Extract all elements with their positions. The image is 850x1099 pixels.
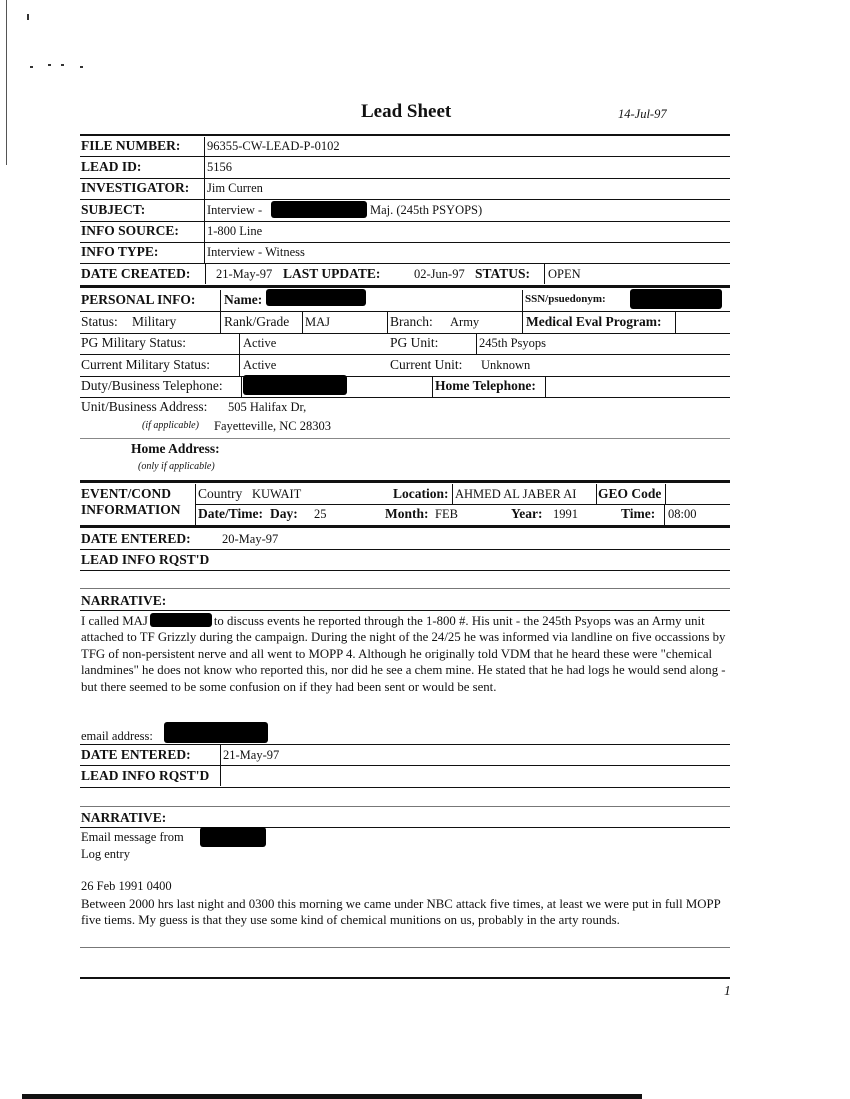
row-line (80, 787, 730, 788)
info-source-value: 1-800 Line (207, 224, 263, 238)
narrative-1-text (81, 613, 726, 695)
redaction-bar (266, 289, 366, 306)
label-home-address: Home Address: (131, 441, 220, 456)
column-divider (545, 376, 546, 397)
redaction-bar (164, 722, 268, 743)
header-date: 14-Jul-97 (618, 107, 667, 121)
unit-address-line1: 505 Halifax Dr, (228, 400, 307, 414)
row-line (195, 504, 730, 505)
label-narrative-1: NARRATIVE: (81, 593, 167, 608)
label-name: Name: (224, 292, 263, 307)
column-divider (241, 376, 242, 397)
column-divider (205, 264, 206, 284)
log-entry-label: Log entry (81, 847, 130, 861)
label-info-source: INFO SOURCE: (81, 223, 179, 238)
bottom-rule (80, 977, 730, 979)
scan-bottom-edge (22, 1094, 642, 1099)
label-current-unit: Current Unit: (390, 357, 463, 372)
page-number: 1 (724, 983, 731, 998)
label-status-military: Status: (81, 314, 118, 329)
narrative-1-start: I called MAJ (81, 614, 148, 628)
pg-status-value: Active (243, 336, 277, 350)
label-email-address: email address: (81, 729, 153, 743)
redaction-bar (200, 827, 266, 847)
column-divider (432, 376, 433, 397)
log-text: Between 2000 hrs last night and 0300 this morning we came under NBC attack five times, at least we were put in full MOPP five tiems. My guess is that they use some kind of chemical munitions on us, probably in the arty rounds. (81, 897, 721, 928)
column-divider (664, 504, 665, 526)
label-datetime: Date/Time: (198, 506, 263, 521)
column-divider (387, 312, 388, 333)
label-current-status: Current Military Status: (81, 357, 210, 372)
row-line (80, 806, 730, 807)
info-type-value: Interview - Witness (207, 245, 305, 259)
subject-value-suffix: Maj. (245th PSYOPS) (370, 203, 483, 217)
label-personal-info: PERSONAL INFO: (81, 292, 196, 307)
label-day: Day: (270, 506, 298, 521)
label-branch: Branch: (390, 314, 433, 329)
row-line (80, 354, 730, 355)
current-status-value: Active (243, 358, 277, 372)
section-rule (80, 285, 730, 288)
label-event-cond: EVENT/COND (81, 486, 172, 501)
label-time: Time: (621, 506, 656, 521)
last-update-value: 02-Jun-97 (414, 267, 465, 281)
column-divider (239, 333, 240, 354)
status-military-value: Military (132, 314, 177, 329)
label-date-entered-1: DATE ENTERED: (81, 531, 191, 546)
day-value: 25 (314, 507, 327, 521)
row-line (80, 263, 730, 264)
file-number-value: 96355-CW-LEAD-P-0102 (207, 139, 340, 153)
row-line (80, 570, 730, 571)
date-created-value: 21-May-97 (216, 267, 273, 281)
log-date: 26 Feb 1991 0400 (81, 879, 172, 893)
label-home-phone: Home Telephone: (435, 378, 536, 393)
column-divider (544, 264, 545, 284)
row-line (80, 744, 730, 745)
scan-speck (80, 66, 83, 68)
label-file-number: FILE NUMBER: (81, 138, 181, 153)
label-pg-unit: PG Unit: (390, 335, 439, 350)
label-lead-info-rqstd-2: LEAD INFO RQST'D (81, 768, 210, 783)
scan-speck (30, 66, 33, 68)
column-divider (452, 484, 453, 504)
label-date-entered-2: DATE ENTERED: (81, 747, 191, 762)
redaction-bar (243, 375, 347, 395)
status-value: OPEN (548, 267, 581, 281)
label-medical-eval: Medical Eval Program: (526, 314, 662, 329)
month-value: FEB (435, 507, 458, 521)
top-rule (80, 134, 730, 136)
scan-edge-line (6, 0, 7, 165)
column-divider (675, 312, 676, 333)
row-line (80, 947, 730, 948)
scan-speck (61, 64, 64, 66)
row-line (80, 397, 730, 398)
label-lead-info-rqstd-1: LEAD INFO RQST'D (81, 552, 210, 567)
branch-value: Army (450, 315, 480, 329)
row-line (80, 156, 730, 157)
row-line (80, 376, 730, 377)
row-line (80, 333, 730, 334)
lead-id-value: 5156 (207, 160, 232, 174)
label-subject: SUBJECT: (81, 202, 146, 217)
section-rule (80, 525, 730, 528)
label-status: STATUS: (475, 266, 531, 281)
if-applicable-note: (if applicable) (142, 420, 199, 431)
location-value: AHMED AL JABER AI (455, 487, 577, 501)
row-line (80, 549, 730, 550)
current-unit-value: Unknown (481, 358, 531, 372)
label-date-created: DATE CREATED: (81, 266, 191, 281)
row-line (80, 221, 730, 222)
label-information: INFORMATION (81, 502, 181, 517)
date-entered-2-value: 21-May-97 (223, 748, 280, 762)
label-investigator: INVESTIGATOR: (81, 180, 190, 195)
email-message-from: Email message from (81, 830, 184, 844)
row-line (80, 199, 730, 200)
row-line (80, 765, 730, 766)
row-line (80, 178, 730, 179)
scan-speck (48, 64, 51, 66)
row-line (80, 827, 730, 828)
label-month: Month: (385, 506, 429, 521)
pg-unit-value: 245th Psyops (479, 336, 547, 350)
column-divider (239, 355, 240, 376)
subject-value: Interview - (207, 203, 263, 217)
rank-value: MAJ (305, 315, 331, 329)
column-divider (665, 484, 666, 504)
country-value: KUWAIT (252, 487, 302, 501)
column-divider (476, 333, 477, 354)
page-title: Lead Sheet (361, 101, 452, 122)
label-year: Year: (511, 506, 543, 521)
column-divider (220, 745, 221, 765)
row-line (80, 242, 730, 243)
label-lead-id: LEAD ID: (81, 159, 142, 174)
only-if-applicable-note: (only if applicable) (138, 461, 215, 472)
scan-speck (27, 14, 29, 20)
section-rule (80, 480, 730, 483)
row-line (80, 438, 730, 439)
row-line (80, 588, 730, 589)
label-geo-code: GEO Code (598, 486, 662, 501)
unit-address-line2: Fayetteville, NC 28303 (214, 419, 331, 433)
label-narrative-2: NARRATIVE: (81, 810, 167, 825)
date-entered-1-value: 20-May-97 (222, 532, 279, 546)
label-ssn: SSN/psuedonym: (525, 293, 606, 305)
column-divider (195, 484, 196, 526)
label-rank: Rank/Grade (224, 314, 290, 329)
label-pg-status: PG Military Status: (81, 335, 187, 350)
redaction-bar (271, 201, 367, 218)
label-info-type: INFO TYPE: (81, 244, 159, 259)
label-last-update: LAST UPDATE: (283, 266, 381, 281)
year-value: 1991 (553, 507, 578, 521)
time-value: 08:00 (668, 507, 697, 521)
column-divider (204, 137, 205, 263)
label-unit-address: Unit/Business Address: (81, 399, 208, 414)
column-divider (220, 766, 221, 786)
label-duty-phone: Duty/Business Telephone: (81, 378, 223, 393)
redaction-inline (150, 613, 212, 627)
row-line (80, 311, 730, 312)
column-divider (302, 312, 303, 333)
redaction-bar (630, 289, 722, 309)
narrative-1-rest: to discuss events he reported through the 1-800 #. His unit - the 245th Psyops was an Army unit attached to TF Grizzly during the campaign. During the night of the 24/25 he was informed via landline on five occassions by TFG of non-persistent nerve and all went to MOPP 4. Although he originally told VDM that he heard these were "chemical landmines" he does not know who reported this, nor did he see a chem mine. He stated that he had logs he would send along - but there seemed to be some confusion on if they had been sent or would be sent. (81, 614, 726, 694)
column-divider (596, 484, 597, 504)
label-location: Location: (393, 486, 449, 501)
investigator-value: Jim Curren (207, 181, 263, 195)
label-country: Country (198, 486, 243, 501)
row-line (80, 610, 730, 611)
